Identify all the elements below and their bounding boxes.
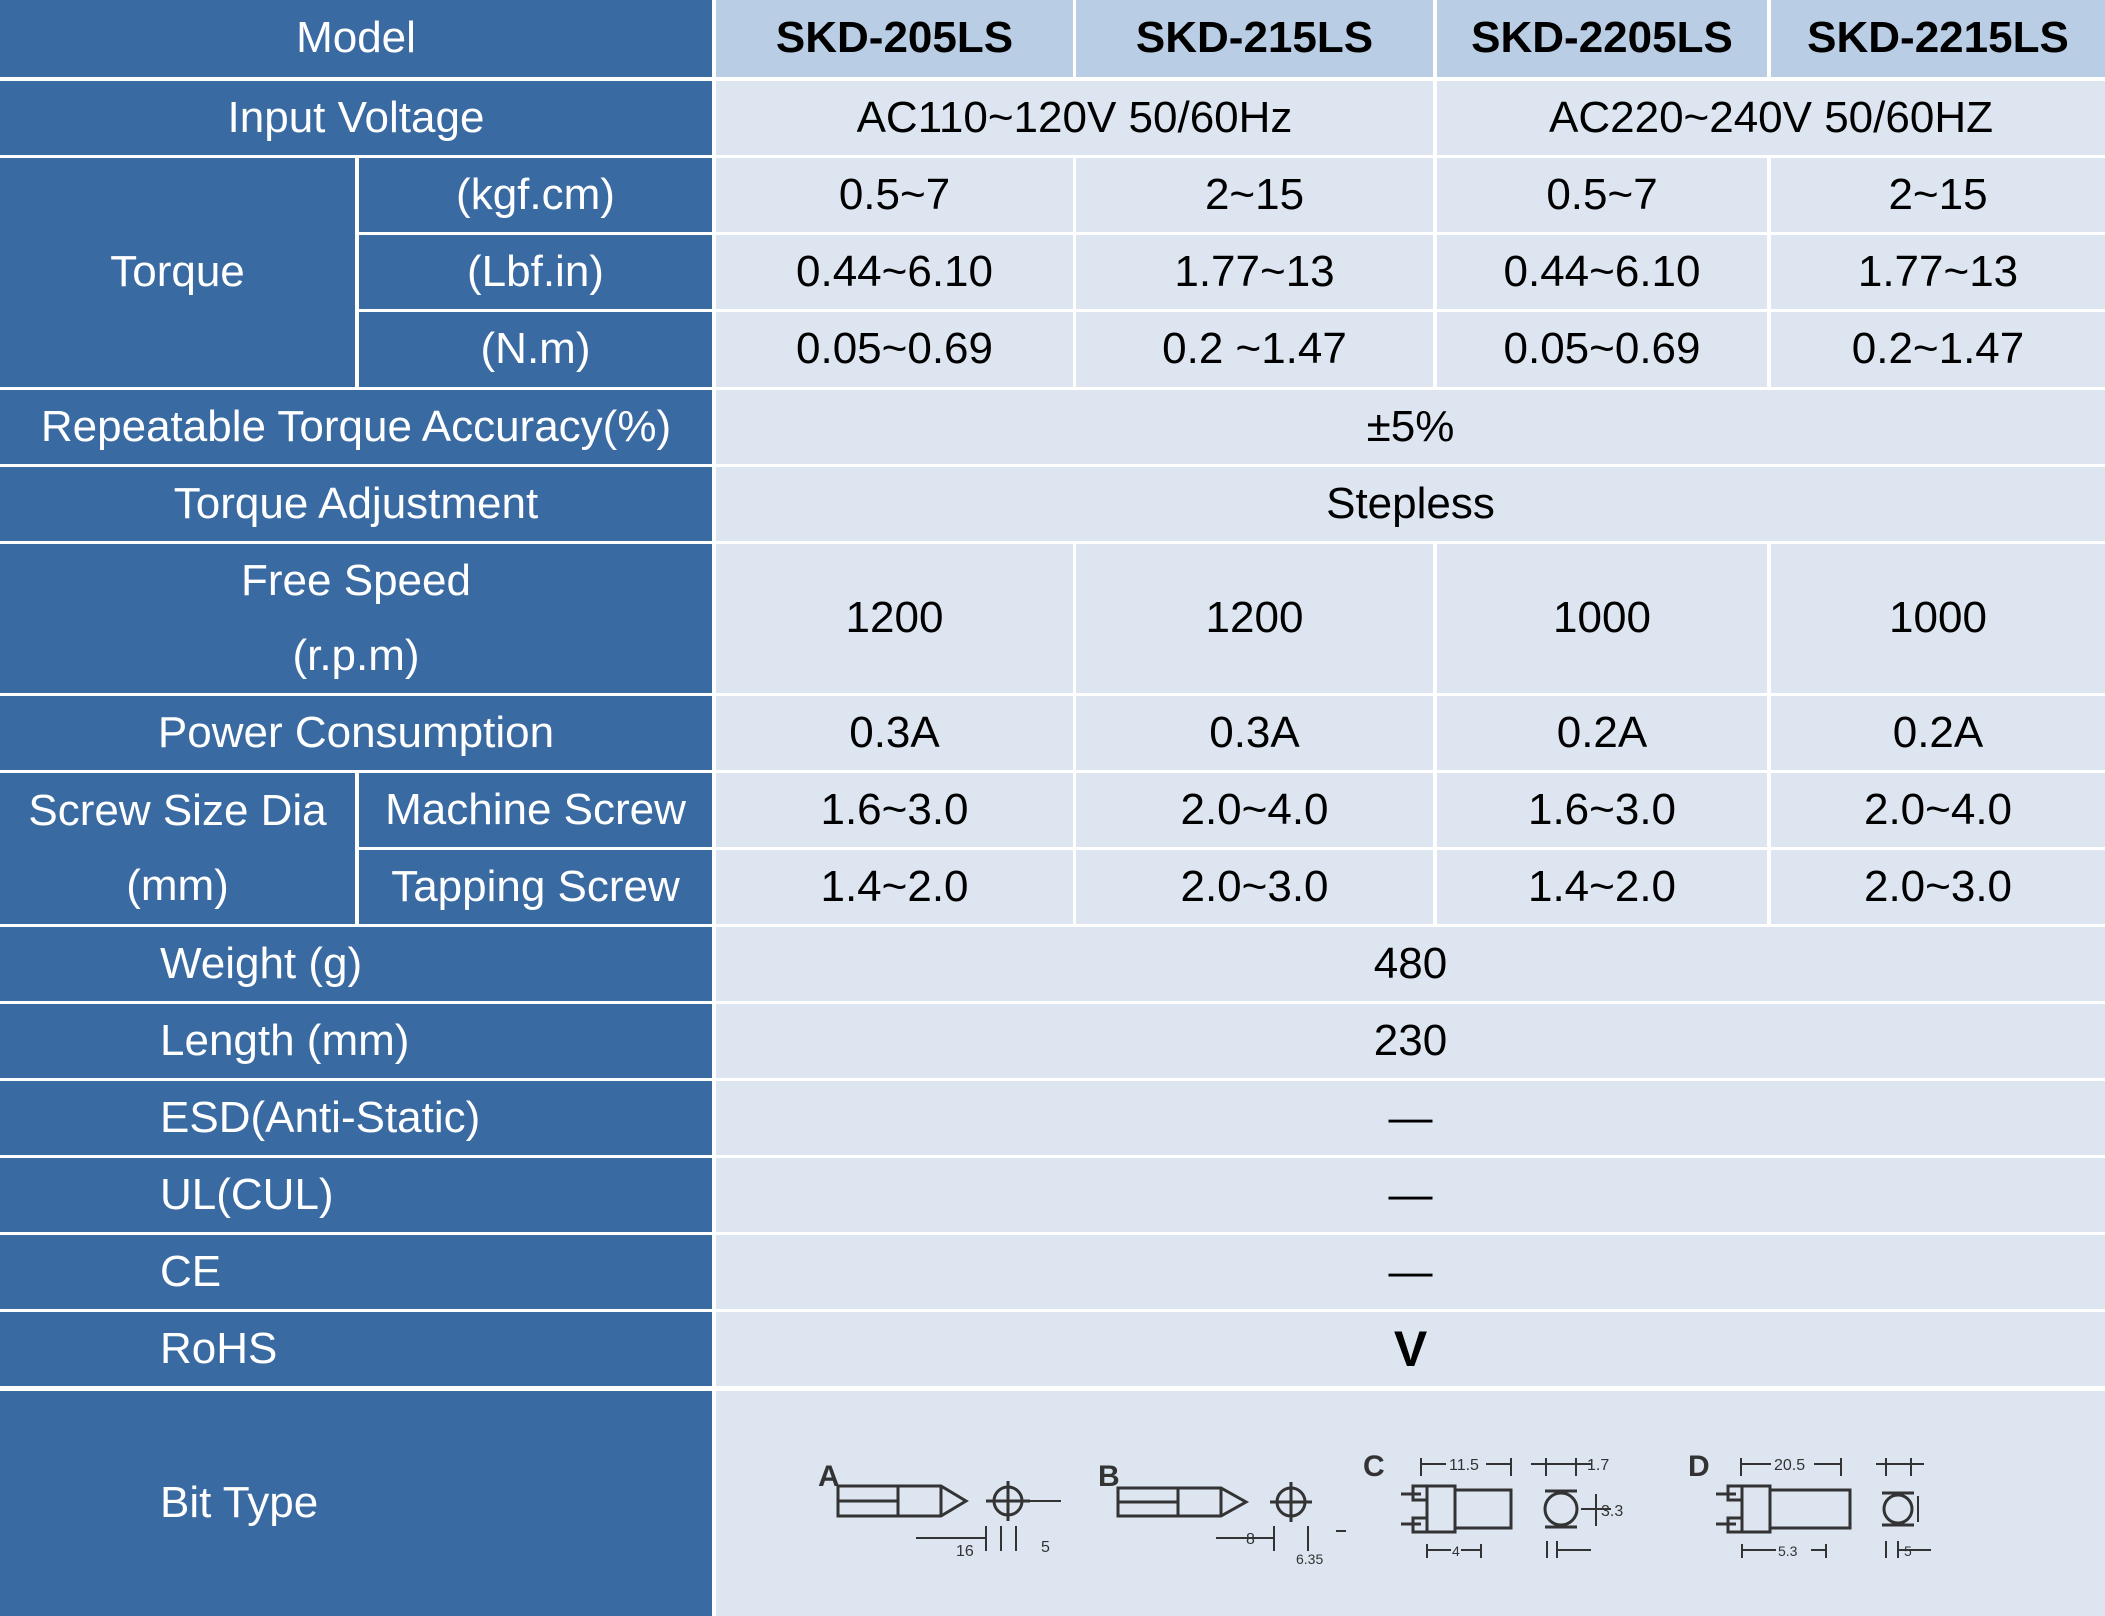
ul-label: UL(CUL) [0, 1158, 712, 1232]
rohs-value: V [716, 1312, 2105, 1386]
tapping-screw-3: 1.4~2.0 [1437, 850, 1767, 924]
input-voltage-110: AC110~120V 50/60Hz [716, 81, 1433, 155]
torque-unit-nm: (N.m) [359, 312, 712, 387]
bit-c-letter: C [1363, 1450, 1385, 1483]
ul-value: — [716, 1158, 2105, 1232]
torque-label: Torque [0, 158, 355, 387]
power-4: 0.2A [1771, 696, 2105, 770]
bit-b-dim-1: 8 [1246, 1531, 1255, 1548]
tapping-screw-4: 2.0~3.0 [1771, 850, 2105, 924]
adjustment-value: Stepless [716, 467, 2105, 541]
torque-kgfcm-3: 0.5~7 [1437, 158, 1767, 232]
bit-type-diagrams [716, 1391, 2105, 1616]
power-1: 0.3A [716, 696, 1073, 770]
torque-kgfcm-2: 2~15 [1076, 158, 1433, 232]
torque-lbfin-1: 0.44~6.10 [716, 235, 1073, 309]
machine-screw-4: 2.0~4.0 [1771, 773, 2105, 847]
torque-lbfin-4: 1.77~13 [1771, 235, 2105, 309]
bit-a-dim-2: 5 [1041, 1539, 1050, 1556]
weight-label: Weight (g) [0, 927, 712, 1001]
torque-nm-1: 0.05~0.69 [716, 312, 1073, 387]
torque-kgfcm-4: 2~15 [1771, 158, 2105, 232]
free-speed-4: 1000 [1771, 544, 2105, 693]
free-speed-2: 1200 [1076, 544, 1433, 693]
bit-b-diagram [1096, 1456, 1366, 1566]
bit-c-diagram [1361, 1446, 1671, 1566]
model-header-4: SKD-2215LS [1771, 0, 2105, 77]
model-header-2: SKD-215LS [1076, 0, 1433, 77]
machine-screw-3: 1.6~3.0 [1437, 773, 1767, 847]
torque-nm-4: 0.2~1.47 [1771, 312, 2105, 387]
weight-value: 480 [716, 927, 2105, 1001]
torque-lbfin-3: 0.44~6.10 [1437, 235, 1767, 309]
bit-d-dim-1: 20.5 [1774, 1457, 1806, 1474]
length-value: 230 [716, 1004, 2105, 1078]
torque-unit-kgfcm: (kgf.cm) [359, 158, 712, 232]
torque-nm-2: 0.2 ~1.47 [1076, 312, 1433, 387]
tapping-screw-1: 1.4~2.0 [716, 850, 1073, 924]
screw-size-label-line2: (mm) [126, 860, 229, 910]
rohs-label: RoHS [0, 1312, 712, 1386]
bit-b-dim-2: 6.35 [1296, 1551, 1324, 1566]
machine-screw-2: 2.0~4.0 [1076, 773, 1433, 847]
free-speed-label-line2: (r.p.m) [292, 630, 420, 680]
bit-b-letter: B [1098, 1460, 1120, 1493]
bit-d-dim-3: 5 [1904, 1543, 1912, 1559]
machine-screw-1: 1.6~3.0 [716, 773, 1073, 847]
bit-a-dim-1: 16 [956, 1543, 974, 1560]
length-label: Length (mm) [0, 1004, 712, 1078]
power-2: 0.3A [1076, 696, 1433, 770]
torque-nm-3: 0.05~0.69 [1437, 312, 1767, 387]
bit-c-dim-3: 3.3 [1601, 1503, 1624, 1520]
bit-c-dim-2: 1.7 [1587, 1457, 1610, 1474]
torque-kgfcm-1: 0.5~7 [716, 158, 1073, 232]
esd-label: ESD(Anti-Static) [0, 1081, 712, 1155]
power-label: Power Consumption [0, 696, 712, 770]
bit-d-dim-2: 5.3 [1778, 1543, 1798, 1559]
bit-d-diagram [1686, 1446, 2006, 1566]
adjustment-label: Torque Adjustment [0, 467, 712, 541]
free-speed-label [0, 544, 712, 693]
input-voltage-label: Input Voltage [0, 81, 712, 155]
torque-lbfin-2: 1.77~13 [1076, 235, 1433, 309]
accuracy-value: ±5% [716, 390, 2105, 464]
tapping-screw-label: Tapping Screw [359, 850, 712, 924]
torque-unit-lbfin: (Lbf.in) [359, 235, 712, 309]
bit-a-diagram [816, 1456, 1076, 1566]
free-speed-label-line1: Free Speed [241, 555, 471, 605]
bit-c-dim-1: 11.5 [1449, 1457, 1479, 1474]
screw-size-label-line1: Screw Size Dia [28, 785, 327, 835]
tapping-screw-2: 2.0~3.0 [1076, 850, 1433, 924]
bit-type-label: Bit Type [0, 1391, 712, 1616]
ce-label: CE [0, 1235, 712, 1309]
model-header-1: SKD-205LS [716, 0, 1073, 77]
free-speed-3: 1000 [1437, 544, 1767, 693]
bit-d-letter: D [1688, 1450, 1710, 1483]
bit-a-letter: A [818, 1460, 840, 1493]
bit-c-dim-4: 4 [1452, 1543, 1460, 1559]
free-speed-1: 1200 [716, 544, 1073, 693]
model-header-3: SKD-2205LS [1437, 0, 1767, 77]
esd-value: — [716, 1081, 2105, 1155]
accuracy-label: Repeatable Torque Accuracy(%) [0, 390, 712, 464]
machine-screw-label: Machine Screw [359, 773, 712, 847]
ce-value: — [716, 1235, 2105, 1309]
input-voltage-220: AC220~240V 50/60HZ [1437, 81, 2105, 155]
power-3: 0.2A [1437, 696, 1767, 770]
model-label: Model [0, 0, 712, 77]
screw-size-label [0, 773, 355, 924]
